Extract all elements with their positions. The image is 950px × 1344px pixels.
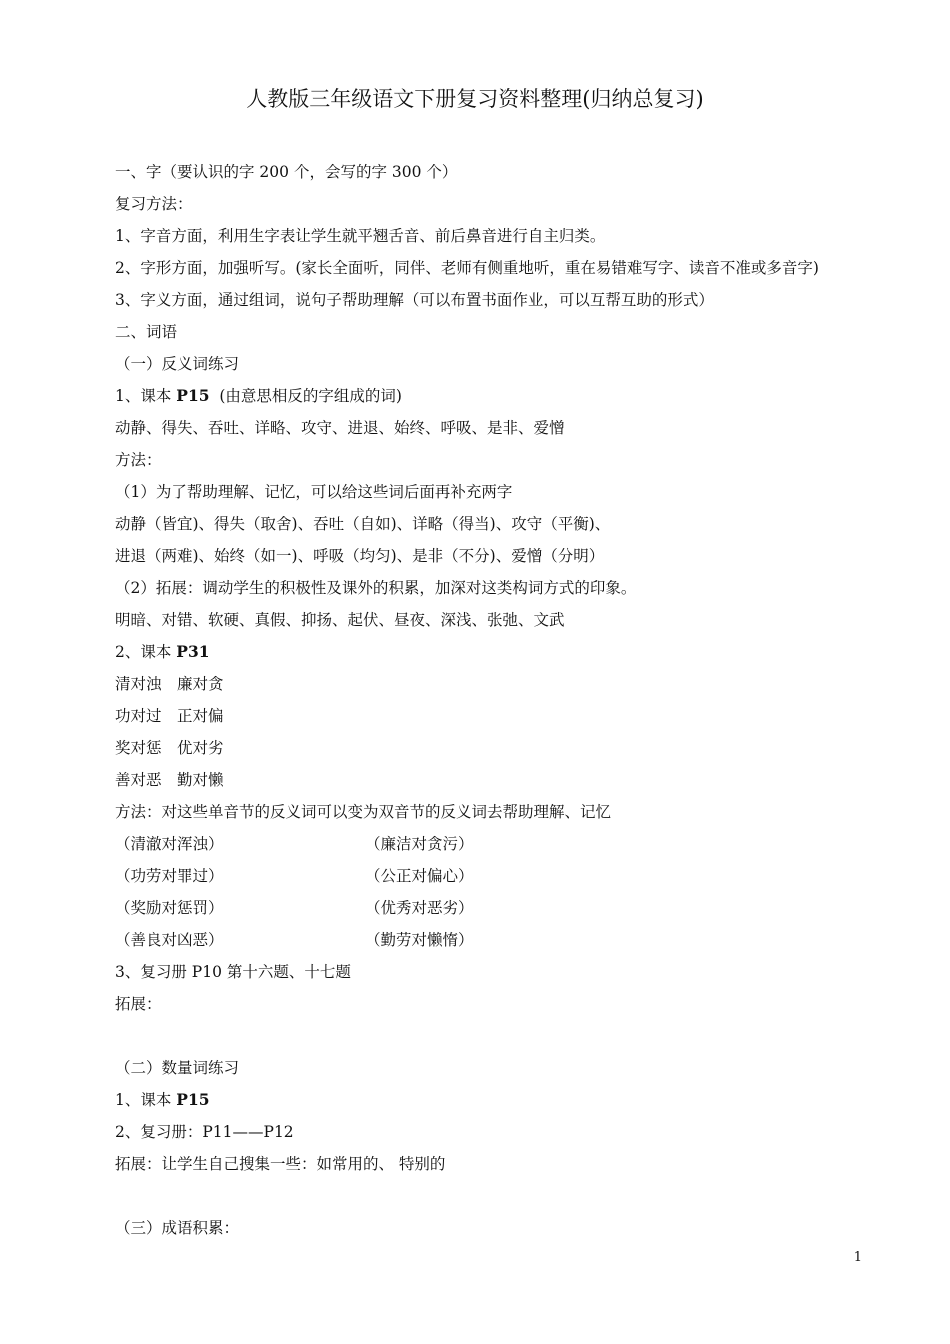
list-item: 1、字音方面，利用生字表让学生就平翘舌音、前后鼻音进行自主归类。 xyxy=(115,227,606,245)
antonym-words: 动静、得失、吞吐、详略、攻守、进退、始终、呼吸、是非、爱憎 xyxy=(115,419,565,437)
page-ref: P15 xyxy=(176,386,210,405)
document-title: 人教版三年级语文下册复习资料整理(归纳总复习) xyxy=(246,87,704,111)
textbook-prefix: 1、课本 xyxy=(115,1091,177,1109)
method-step-2: （2）拓展：调动学生的积极性及课外的积累，加深对这类构词方式的印象。 xyxy=(115,579,637,597)
method-step-1: （1）为了帮助理解、记忆，可以给这些词后面再补充两字 xyxy=(115,483,513,501)
textbook-p15-line xyxy=(115,380,895,412)
blank-line xyxy=(115,1020,895,1052)
section-heading-words: 二、词语 xyxy=(115,323,178,341)
extend-line: 拓展：让学生自己搜集一些：如常用的、 特别的 xyxy=(115,1155,446,1173)
review-book-line: 2、复习册：P11——P12 xyxy=(115,1123,294,1141)
page-ref: P31 xyxy=(176,642,210,661)
expanded-pair-left: （功劳对罪过） xyxy=(115,867,224,885)
expanded-pair-left: （奖励对惩罚） xyxy=(115,899,224,917)
list-item: 2、字形方面，加强听写。(家长全面听，同伴、老师有侧重地听，重在易错难写字、读音不准或多音字) xyxy=(115,259,819,277)
method-step-2-words: 明暗、对错、软硬、真假、抑扬、起伏、昼夜、深浅、张弛、文武 xyxy=(115,611,565,629)
subsection-heading-antonyms: （一）反义词练习 xyxy=(115,355,240,373)
textbook-prefix: 1、课本 xyxy=(115,387,177,405)
textbook-prefix: 2、课本 xyxy=(115,643,177,661)
extend-label: 拓展： xyxy=(115,995,162,1013)
subsection-heading-quantifiers: （二）数量词练习 xyxy=(115,1059,240,1077)
expanded-pair-left: （清澈对浑浊） xyxy=(115,835,224,853)
method-step-3: 方法：对这些单音节的反义词可以变为双音节的反义词去帮助理解、记忆 xyxy=(115,803,612,821)
antonym-pair-line: 善对恶 勤对懒 xyxy=(115,771,224,789)
antonym-pair-line: 功对过 正对偏 xyxy=(115,707,224,725)
expanded-pair-row xyxy=(115,828,895,860)
method-step-1-line: 动静（皆宜)、得失（取舍)、吞吐（自如)、详略（得当)、攻守（平衡)、 xyxy=(115,515,611,533)
page-ref-note: (由意思相反的字组成的词) xyxy=(209,387,402,405)
subsection-heading-idioms: （三）成语积累： xyxy=(115,1219,240,1237)
expanded-pair-left: （善良对凶恶） xyxy=(115,931,224,949)
expanded-pair-right: （公正对偏心） xyxy=(365,867,474,885)
expanded-pair-right: （勤劳对懒惰） xyxy=(365,931,474,949)
page-number: 1 xyxy=(853,1250,862,1265)
section-heading-characters: 一、字（要认识的字 200 个，会写的字 300 个） xyxy=(115,163,458,181)
expanded-pair-row xyxy=(115,924,895,956)
expanded-pair-row xyxy=(115,892,895,924)
document-body xyxy=(115,156,895,1244)
expanded-pair-row xyxy=(115,860,895,892)
textbook-p31-line xyxy=(115,636,895,668)
list-item: 3、字义方面，通过组词，说句子帮助理解（可以布置书面作业，可以互帮互助的形式） xyxy=(115,291,714,309)
page-ref: P15 xyxy=(176,1090,210,1109)
review-book-line: 3、复习册 P10 第十六题、十七题 xyxy=(115,963,351,981)
antonym-pair-line: 奖对惩 优对劣 xyxy=(115,739,224,757)
expanded-pair-right: （优秀对恶劣） xyxy=(365,899,474,917)
method-step-1-line: 进退（两难)、始终（如一)、呼吸（均匀)、是非（不分)、爱憎（分明） xyxy=(115,547,605,565)
review-method-label: 复习方法： xyxy=(115,195,193,213)
expanded-pair-right: （廉洁对贪污） xyxy=(365,835,474,853)
blank-line xyxy=(115,1180,895,1212)
textbook-p15-line xyxy=(115,1084,895,1116)
method-label: 方法： xyxy=(115,451,162,469)
antonym-pair-line: 清对浊 廉对贪 xyxy=(115,675,224,693)
